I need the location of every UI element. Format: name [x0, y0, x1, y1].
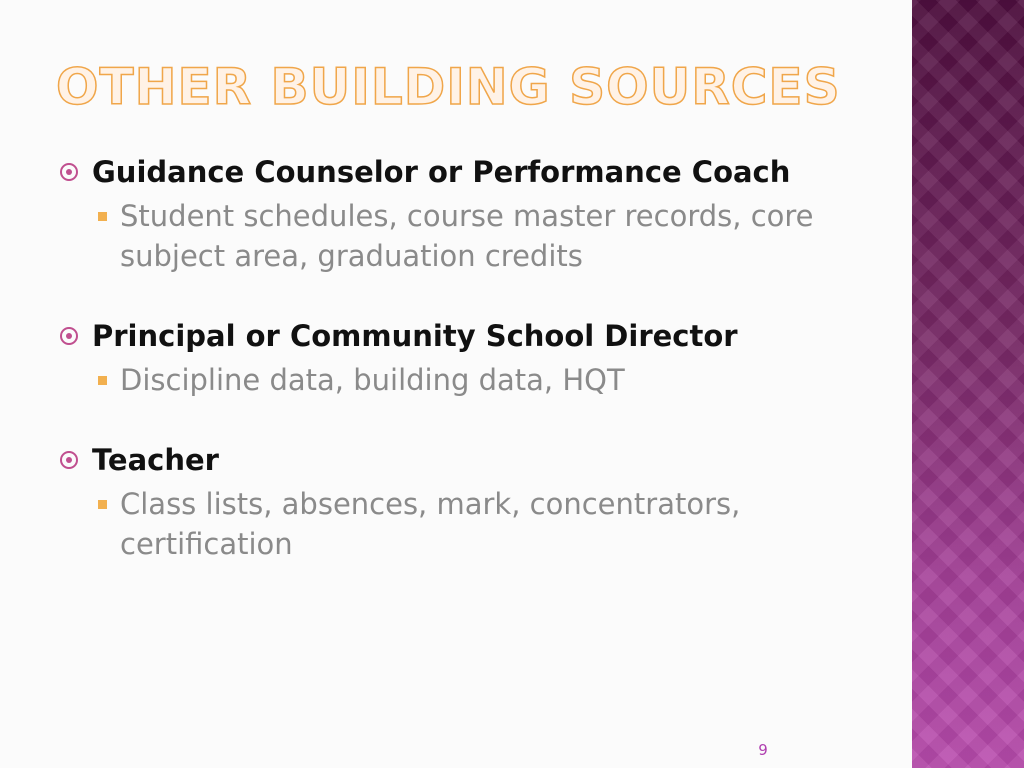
bullet-section-guidance: [60, 152, 880, 276]
decorative-sidebar: [912, 0, 1024, 768]
level1-item-teacher: [60, 440, 880, 480]
level1-label: Teacher: [92, 443, 219, 477]
level2-item-guidance: [98, 196, 880, 276]
bullet-section-teacher: [60, 440, 880, 564]
radio-bullet-icon: [60, 327, 78, 345]
level2-label: Discipline data, building data, HQT: [120, 363, 625, 397]
level1-label: Principal or Community School Director: [92, 319, 738, 353]
level1-item-guidance: [60, 152, 880, 192]
slide-number: 9: [758, 741, 768, 759]
level2-item-principal: [98, 360, 880, 400]
square-bullet-icon: [98, 212, 107, 221]
level2-label: Class lists, absences, mark, concentrators, certification: [120, 487, 741, 561]
level1-label: Guidance Counselor or Performance Coach: [92, 155, 791, 189]
radio-bullet-icon: [60, 163, 78, 181]
level2-label: Student schedules, course master records, core subject area, graduation credits: [120, 199, 814, 273]
radio-bullet-icon: [60, 451, 78, 469]
level1-item-principal: [60, 316, 880, 356]
square-bullet-icon: [98, 500, 107, 509]
slide-title: OTHER BUILDING SOURCES: [56, 58, 841, 116]
bullet-section-principal: [60, 316, 880, 400]
bullet-list: [60, 152, 880, 564]
level2-item-teacher: [98, 484, 880, 564]
square-bullet-icon: [98, 376, 107, 385]
